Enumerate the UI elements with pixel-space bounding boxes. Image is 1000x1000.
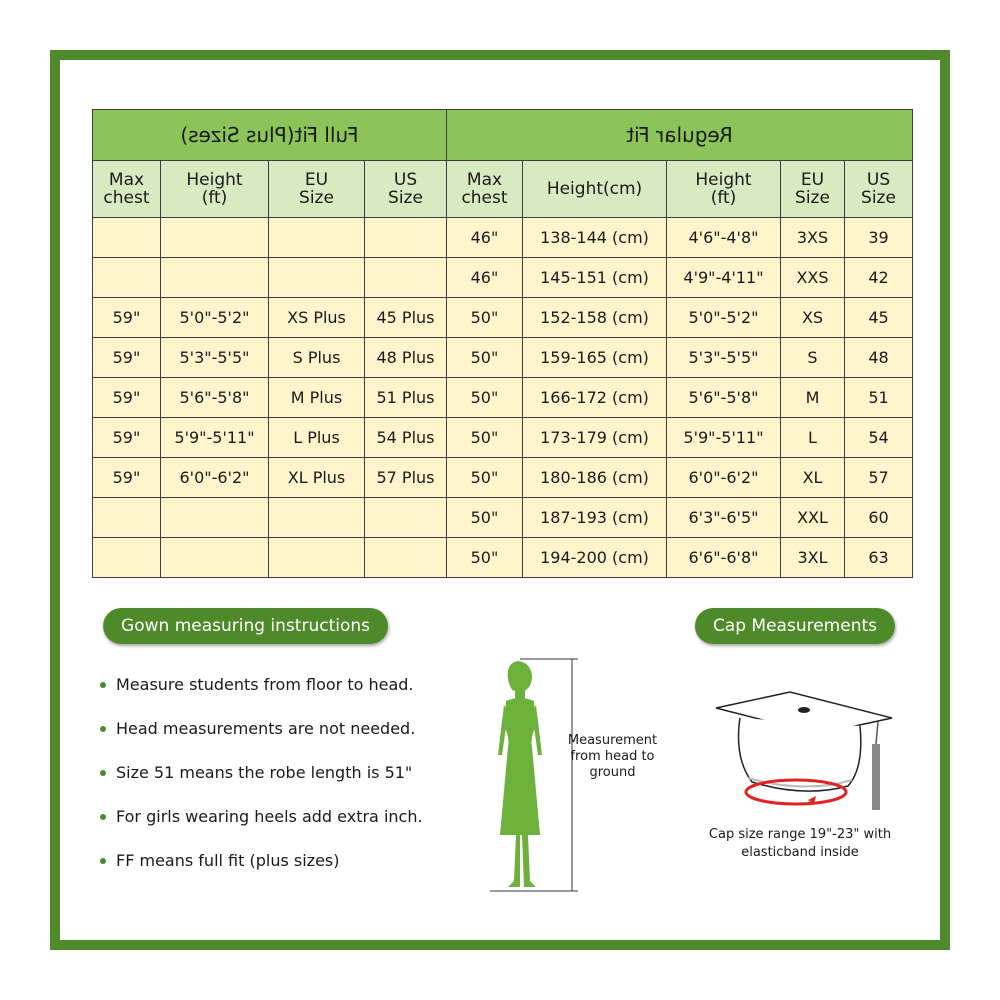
measurement-label: Measurement from head to ground — [567, 733, 658, 780]
table-cell-eu-size: 3XL — [781, 538, 845, 578]
bullet-icon — [100, 770, 106, 776]
column-header-full-us-size: US Size — [364, 161, 446, 218]
table-cell-full-eu-size: XS Plus — [268, 298, 364, 338]
table-cell-eu-size: L — [781, 418, 845, 458]
table-cell-full-eu-size — [268, 498, 364, 538]
instruction-item — [100, 839, 460, 883]
table-cell-full-max-chest: 59" — [92, 338, 160, 378]
table-cell-eu-size: XXL — [781, 498, 845, 538]
table-cell-us-size: 54 — [845, 418, 913, 458]
instruction-text: FF means full fit (plus sizes) — [116, 851, 340, 870]
table-cell-max-chest: 50" — [446, 418, 522, 458]
table-cell-us-size: 57 — [845, 458, 913, 498]
bullet-icon — [100, 682, 106, 688]
table-cell-full-eu-size: M Plus — [268, 378, 364, 418]
table-cell-full-us-size: 48 Plus — [364, 338, 446, 378]
table-cell-height-cm: 159-165 (cm) — [523, 338, 667, 378]
table-cell-full-height-ft — [160, 538, 268, 578]
table-cell-height-ft: 4'9"-4'11" — [667, 258, 781, 298]
table-cell-full-us-size: 51 Plus — [364, 378, 446, 418]
table-cell-us-size: 39 — [845, 218, 913, 258]
table-cell-full-height-ft — [160, 498, 268, 538]
table-cell-max-chest: 46" — [446, 218, 522, 258]
table-cell-full-max-chest: 59" — [92, 378, 160, 418]
table-cell-full-eu-size — [268, 218, 364, 258]
table-cell-full-height-ft — [160, 218, 268, 258]
cap-caption: Cap size range 19"-23" with elasticband inside — [708, 827, 892, 860]
table-cell-full-height-ft: 5'0"-5'2" — [160, 298, 268, 338]
table-cell-height-ft: 5'9"-5'11" — [667, 418, 781, 458]
table-row — [92, 378, 912, 418]
instruction-item — [100, 663, 460, 707]
table-cell-height-cm: 187-193 (cm) — [523, 498, 667, 538]
table-cell-full-us-size: 54 Plus — [364, 418, 446, 458]
table-cell-full-max-chest — [92, 218, 160, 258]
table-cell-full-us-size: 57 Plus — [364, 458, 446, 498]
table-cell-full-eu-size: XL Plus — [268, 458, 364, 498]
table-cell-full-eu-size — [268, 258, 364, 298]
table-cell-height-cm: 138-144 (cm) — [523, 218, 667, 258]
table-cell-full-max-chest — [92, 498, 160, 538]
table-cell-eu-size: XXS — [781, 258, 845, 298]
table-cell-height-cm: 173-179 (cm) — [523, 418, 667, 458]
gown-instructions-badge — [103, 608, 388, 644]
cap-measurements-badge — [695, 608, 895, 644]
column-header-height-cm: Height(cm) — [523, 161, 667, 218]
table-cell-us-size: 45 — [845, 298, 913, 338]
table-cell-full-us-size: 45 Plus — [364, 298, 446, 338]
table-row — [92, 218, 912, 258]
instruction-text: Measure students from floor to head. — [116, 675, 414, 694]
instruction-item — [100, 751, 460, 795]
table-cell-full-us-size — [364, 258, 446, 298]
size-chart-table — [92, 109, 913, 578]
instruction-text: Size 51 means the robe length is 51" — [116, 763, 413, 782]
table-cell-full-height-ft — [160, 258, 268, 298]
table-cell-eu-size: XL — [781, 458, 845, 498]
table-cell-full-height-ft: 5'9"-5'11" — [160, 418, 268, 458]
tassel-icon — [872, 722, 880, 810]
table-cell-height-cm: 166-172 (cm) — [523, 378, 667, 418]
table-cell-max-chest: 50" — [446, 538, 522, 578]
table-cell-full-max-chest: 59" — [92, 418, 160, 458]
full-fit-header: Full Fit(Plus Sizes) — [92, 110, 446, 161]
table-cell-full-height-ft: 6'0"-6'2" — [160, 458, 268, 498]
table-row — [92, 538, 912, 578]
table-cell-max-chest: 50" — [446, 498, 522, 538]
table-cell-height-ft: 4'6"-4'8" — [667, 218, 781, 258]
table-cell-eu-size: S — [781, 338, 845, 378]
column-header-us-size: US Size — [845, 161, 913, 218]
table-cell-height-ft: 5'6"-5'8" — [667, 378, 781, 418]
table-cell-us-size: 60 — [845, 498, 913, 538]
column-header-max-chest: Max chest — [446, 161, 522, 218]
table-cell-max-chest: 50" — [446, 338, 522, 378]
table-cell-height-ft: 5'0"-5'2" — [667, 298, 781, 338]
table-row — [92, 498, 912, 538]
table-cell-eu-size: 3XS — [781, 218, 845, 258]
table-cell-max-chest: 50" — [446, 458, 522, 498]
instruction-text: For girls wearing heels add extra inch. — [116, 807, 423, 826]
table-cell-eu-size: M — [781, 378, 845, 418]
table-cell-full-eu-size: L Plus — [268, 418, 364, 458]
table-cell-full-us-size — [364, 538, 446, 578]
table-cell-full-height-ft: 5'6"-5'8" — [160, 378, 268, 418]
table-cell-height-ft: 6'0"-6'2" — [667, 458, 781, 498]
column-header-full-max-chest: Max chest — [92, 161, 160, 218]
table-row — [92, 338, 912, 378]
table-cell-us-size: 48 — [845, 338, 913, 378]
bullet-icon — [100, 858, 106, 864]
bullet-icon — [100, 814, 106, 820]
table-cell-height-cm: 180-186 (cm) — [523, 458, 667, 498]
table-cell-full-max-chest — [92, 258, 160, 298]
table-cell-full-max-chest — [92, 538, 160, 578]
instruction-item — [100, 707, 460, 751]
instruction-text: Head measurements are not needed. — [116, 719, 416, 738]
table-cell-full-us-size — [364, 498, 446, 538]
bullet-icon — [100, 726, 106, 732]
table-cell-full-max-chest: 59" — [92, 458, 160, 498]
table-cell-eu-size: XS — [781, 298, 845, 338]
table-row — [92, 258, 912, 298]
table-cell-full-eu-size — [268, 538, 364, 578]
table-row — [92, 458, 912, 498]
table-cell-max-chest: 46" — [446, 258, 522, 298]
table-cell-full-eu-size: S Plus — [268, 338, 364, 378]
table-cell-max-chest: 50" — [446, 298, 522, 338]
table-cell-height-cm: 194-200 (cm) — [523, 538, 667, 578]
gown-instruction-list — [100, 663, 460, 883]
column-header-eu-size: EU Size — [781, 161, 845, 218]
gown-instructions-title: Gown measuring instructions — [121, 616, 370, 636]
table-cell-full-us-size — [364, 218, 446, 258]
table-row — [92, 298, 912, 338]
table-cell-height-ft: 6'6"-6'8" — [667, 538, 781, 578]
column-header-height-ft: Height (ft) — [667, 161, 781, 218]
table-cell-us-size: 42 — [845, 258, 913, 298]
table-cell-height-cm: 152-158 (cm) — [523, 298, 667, 338]
table-cell-full-max-chest: 59" — [92, 298, 160, 338]
column-header-full-eu-size: EU Size — [268, 161, 364, 218]
table-cell-us-size: 63 — [845, 538, 913, 578]
graduation-cap-icon — [710, 688, 900, 818]
table-cell-full-height-ft: 5'3"-5'5" — [160, 338, 268, 378]
cap-measurements-title: Cap Measurements — [712, 616, 877, 636]
table-row — [92, 418, 912, 458]
regular-fit-header: Regular Fit — [446, 110, 912, 161]
table-cell-max-chest: 50" — [446, 378, 522, 418]
table-cell-us-size: 51 — [845, 378, 913, 418]
table-cell-height-ft: 5'3"-5'5" — [667, 338, 781, 378]
table-cell-height-cm: 145-151 (cm) — [523, 258, 667, 298]
table-cell-height-ft: 6'3"-6'5" — [667, 498, 781, 538]
column-header-full-height-ft: Height (ft) — [160, 161, 268, 218]
instruction-item — [100, 795, 460, 839]
